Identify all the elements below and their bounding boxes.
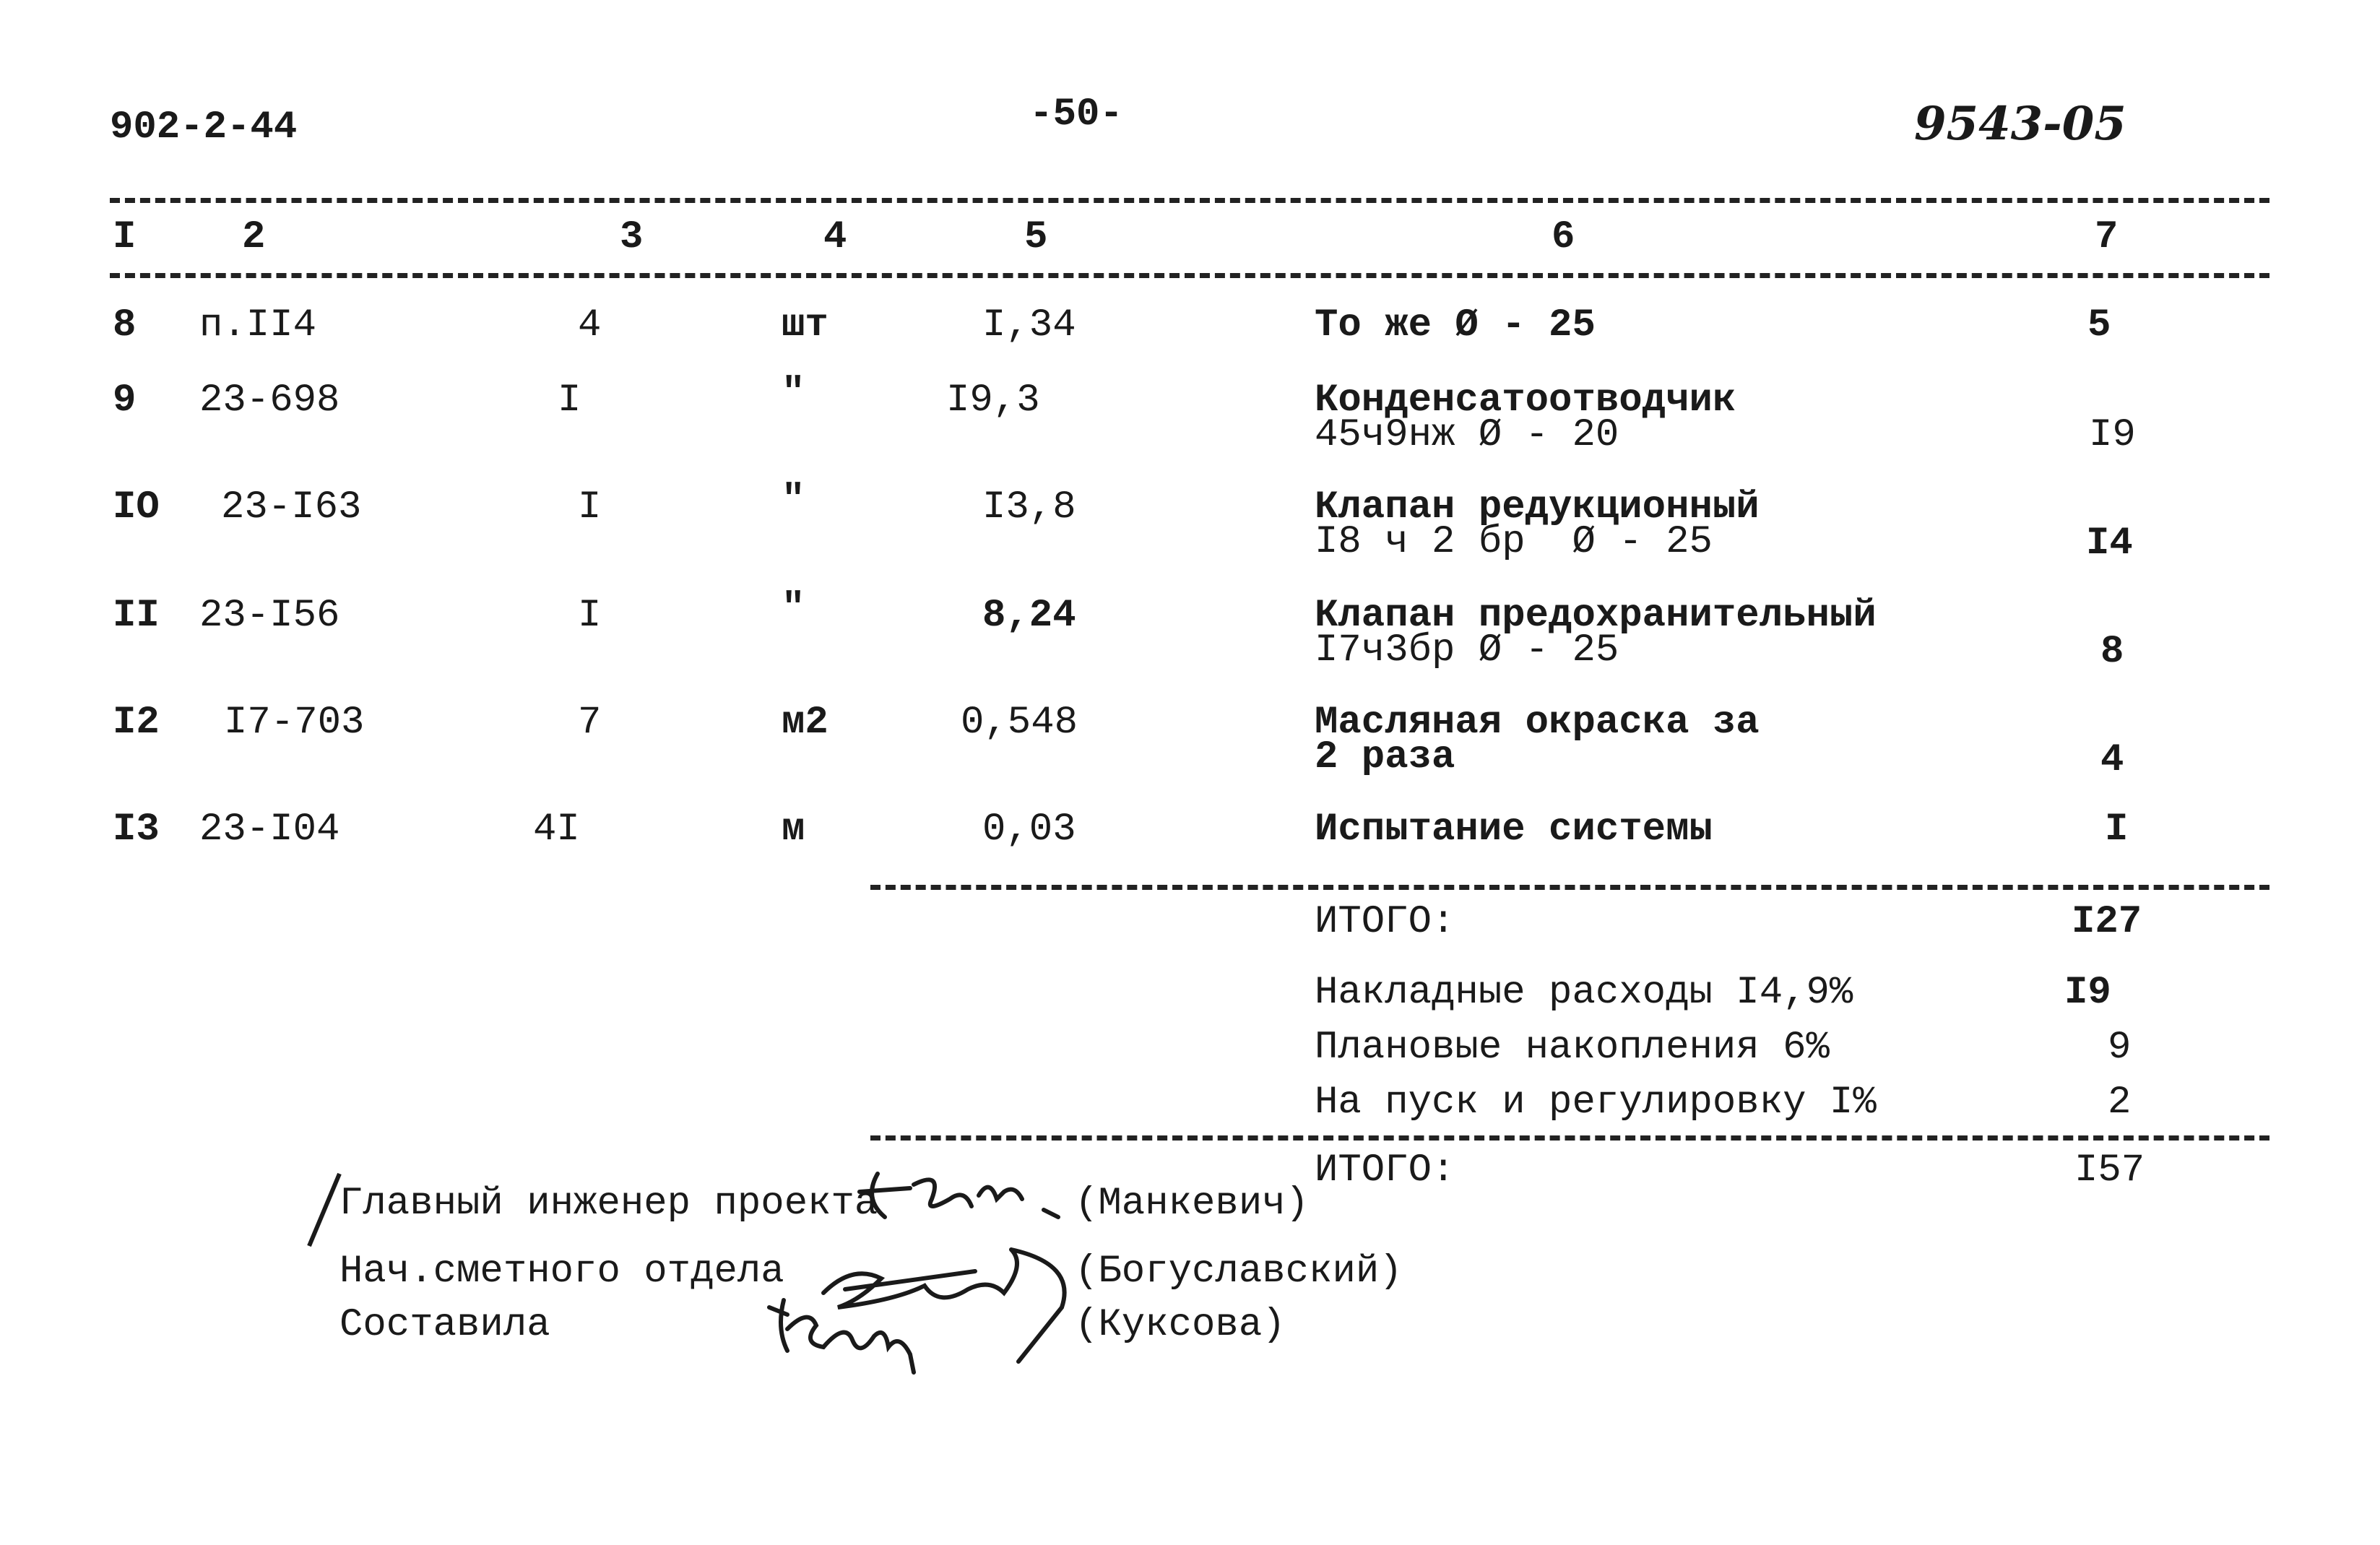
subtotal-value: I27 xyxy=(2072,900,2142,944)
row-number: I3 xyxy=(113,808,160,852)
row-code: 23-I04 xyxy=(199,808,340,852)
row-price: 8,24 xyxy=(982,594,1076,638)
page-number: -50- xyxy=(1029,92,1123,137)
header-bottom-rule xyxy=(110,273,2269,278)
row-total: I4 xyxy=(2086,522,2133,566)
total-value: I57 xyxy=(2074,1148,2145,1193)
row-total: 5 xyxy=(2087,303,2111,347)
row-number: IO xyxy=(113,485,160,529)
col-header-5: 5 xyxy=(1024,215,1048,259)
row-code: 23-698 xyxy=(199,378,340,423)
startup-label: На пуск и регулировку I% xyxy=(1315,1081,1877,1125)
row-unit: м xyxy=(782,808,805,852)
row-description: Конденсатоотводчик xyxy=(1315,378,1736,423)
row-description-line2: I8 ч 2 бр Ø - 25 xyxy=(1315,520,1713,564)
row-total: 8 xyxy=(2100,630,2124,674)
row-code: 23-I63 xyxy=(221,485,362,529)
row-unit: " xyxy=(782,371,805,415)
startup-value: 2 xyxy=(2108,1081,2132,1125)
row-description: Масляная окраска за xyxy=(1315,701,1760,745)
row-price: 0,548 xyxy=(961,701,1078,745)
overhead-label: Накладные расходы I4,9% xyxy=(1315,971,1853,1015)
row-description: Клапан редукционный xyxy=(1315,485,1760,529)
row-price: 0,03 xyxy=(982,808,1076,852)
col-header-3: 3 xyxy=(620,215,644,259)
signature-name: (Куксова) xyxy=(1075,1303,1286,1347)
row-description-line2: 2 раза xyxy=(1315,735,1455,779)
row-quantity: I xyxy=(578,485,602,529)
row-quantity: 4I xyxy=(533,808,580,852)
row-unit: шт xyxy=(782,303,828,347)
row-quantity: I xyxy=(578,594,602,638)
total-label: ИТОГО: xyxy=(1315,1148,1455,1193)
row-description-line2: 45ч9нж Ø - 20 xyxy=(1315,413,1619,457)
handwritten-signature-3 xyxy=(766,1293,946,1380)
row-price: I,34 xyxy=(982,303,1076,347)
signature-name: (Манкевич) xyxy=(1075,1182,1310,1226)
row-unit: " xyxy=(782,587,805,631)
col-header-7: 7 xyxy=(2095,215,2119,259)
subtotal-rule xyxy=(870,885,2269,890)
row-code: 23-I56 xyxy=(199,594,340,638)
row-number: 8 xyxy=(113,303,137,347)
row-total: I9 xyxy=(2089,413,2136,457)
row-total: I xyxy=(2105,808,2129,852)
row-description: Испытание системы xyxy=(1315,808,1713,852)
col-header-2: 2 xyxy=(242,215,266,259)
col-header-4: 4 xyxy=(823,215,847,259)
row-number: I2 xyxy=(113,701,160,745)
header-top-rule xyxy=(110,198,2269,203)
document-code: 902-2-44 xyxy=(110,105,298,150)
row-quantity: I xyxy=(558,378,581,423)
total-rule xyxy=(870,1135,2269,1141)
row-code: п.II4 xyxy=(199,303,317,347)
row-description: То же Ø - 25 xyxy=(1315,303,1596,347)
signature-role: Главный инженер проекта xyxy=(339,1182,878,1226)
subtotal-label: ИТОГО: xyxy=(1315,900,1455,944)
row-price: I3,8 xyxy=(982,485,1076,529)
overhead-value: I9 xyxy=(2064,971,2111,1015)
row-quantity: 7 xyxy=(578,701,602,745)
row-number: 9 xyxy=(113,378,137,423)
row-quantity: 4 xyxy=(578,303,602,347)
planned-value: 9 xyxy=(2108,1026,2132,1070)
row-description: Клапан предохранительный xyxy=(1315,594,1877,638)
row-unit: " xyxy=(782,478,805,522)
row-price: I9,3 xyxy=(946,378,1040,423)
row-total: 4 xyxy=(2100,738,2124,782)
row-description-line2: I7ч3бр Ø - 25 xyxy=(1315,628,1619,672)
row-code: I7-703 xyxy=(224,701,365,745)
row-number: II xyxy=(113,594,160,638)
planned-label: Плановые накопления 6% xyxy=(1315,1026,1830,1070)
signature-role: Нач.сметного отдела xyxy=(339,1250,784,1294)
signature-name: (Богуславский) xyxy=(1075,1250,1403,1294)
signature-role: Составила xyxy=(339,1303,550,1347)
row-unit: м2 xyxy=(782,701,828,745)
archive-number: 9543-05 xyxy=(1914,97,2126,151)
col-header-1: I xyxy=(113,215,137,259)
col-header-6: 6 xyxy=(1552,215,1575,259)
